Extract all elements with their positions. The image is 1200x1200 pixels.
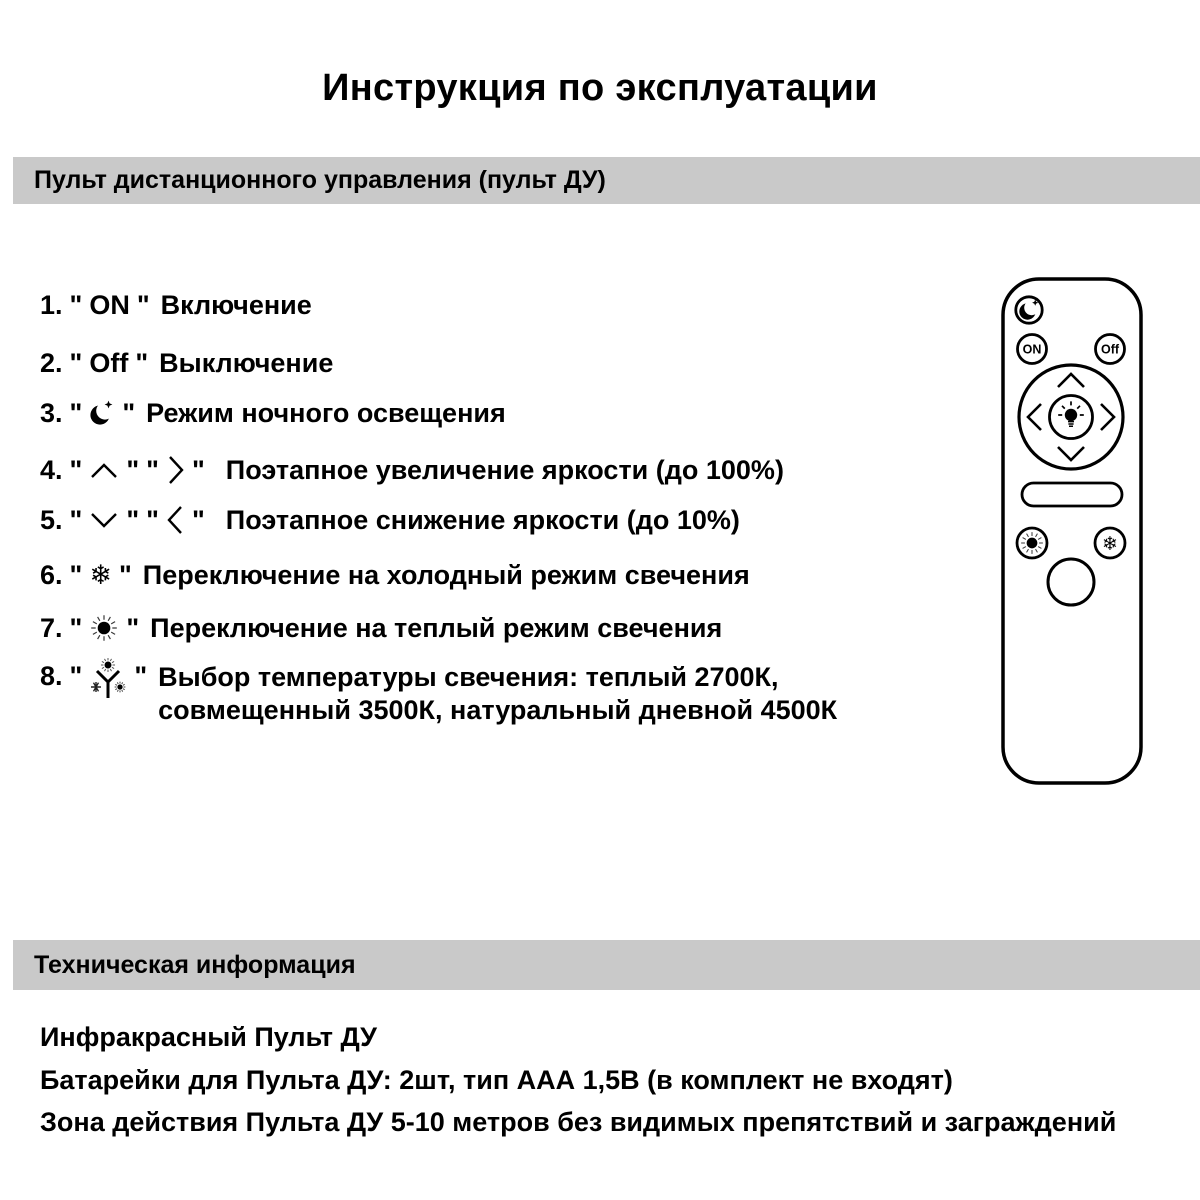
item-label: Включение <box>160 289 312 320</box>
item-label: Поэтапное увеличение яркости (до 100%) <box>225 454 784 485</box>
close-quote: " <box>122 397 136 428</box>
tech-info-line-1: Инфракрасный Пульт ДУ <box>40 1021 377 1052</box>
tech-info-line-3: Зона действия Пульта ДУ 5-10 метров без видимых препятствий и заграждений <box>40 1106 1117 1137</box>
section-header-tech-label: Техническая информация <box>34 950 356 979</box>
instruction-item-6 <box>40 557 750 593</box>
instruction-item-1 <box>40 287 312 323</box>
item-number: 1. <box>40 289 63 320</box>
open-quote: " <box>146 504 159 535</box>
crescent-moon-icon <box>89 398 115 428</box>
item-number: 2. <box>40 347 63 378</box>
chevron-right-icon <box>166 454 185 486</box>
open-quote: " <box>69 347 83 378</box>
remote-off-label: Off <box>1100 342 1120 357</box>
item-label: Поэтапное снижение яркости (до 10%) <box>225 504 740 535</box>
open-quote: " <box>69 397 83 428</box>
remote-night-mode-button <box>1016 297 1042 323</box>
item-label: Переключение на теплый режим свечения <box>150 612 723 643</box>
remote-pill-button <box>1022 483 1122 506</box>
chevron-up-icon <box>89 461 119 480</box>
close-quote: " <box>191 454 205 485</box>
snowflake-icon: ❄ <box>89 559 112 591</box>
close-quote: " <box>126 612 140 643</box>
instruction-item-2 <box>40 345 333 381</box>
remote-on-button <box>1018 335 1047 364</box>
instruction-item-5 <box>40 502 740 538</box>
item-label <box>158 661 837 727</box>
off-button-name: Off <box>89 347 129 378</box>
item-number: 6. <box>40 559 63 590</box>
chevron-left-icon <box>166 504 185 536</box>
item-number: 3. <box>40 397 63 428</box>
close-quote: " <box>134 661 148 691</box>
tech-info-line-2: Батарейки для Пульта ДУ: 2шт, тип ААА 1,5В (в комплект не входят) <box>40 1064 953 1095</box>
remote-cold-mode-button <box>1095 528 1125 558</box>
item-number: 5. <box>40 504 63 535</box>
close-quote: " <box>126 454 140 485</box>
open-quote: " <box>69 289 83 320</box>
open-quote: " <box>69 661 83 691</box>
instruction-item-7 <box>40 610 722 646</box>
remote-warm-mode-button <box>1017 528 1047 558</box>
section-header-remote-label: Пульт дистанционного управления (пульт ДУ) <box>34 166 606 194</box>
item-number: 4. <box>40 454 63 485</box>
remote-control-illustration <box>1001 277 1143 785</box>
page-title: Инструкция по эксплуатации <box>322 67 878 109</box>
close-quote: " <box>135 347 149 378</box>
open-quote: " <box>69 504 83 535</box>
color-temperature-icon <box>89 658 127 702</box>
item-label-line1: Выбор температуры свечения: теплый 2700К, <box>158 662 779 692</box>
remote-on-label: ON <box>1022 342 1042 357</box>
close-quote: " <box>118 559 132 590</box>
section-header-tech <box>13 940 1200 990</box>
chevron-down-icon <box>89 511 119 530</box>
remote-round-button <box>1048 559 1094 605</box>
instruction-item-3 <box>40 395 506 431</box>
open-quote: " <box>146 454 159 485</box>
item-number: 8. <box>40 661 63 691</box>
remote-off-button <box>1096 335 1125 364</box>
on-button-name: ON <box>89 289 130 320</box>
item-number: 7. <box>40 612 63 643</box>
section-header-remote <box>13 157 1200 204</box>
item-label: Выключение <box>159 347 334 378</box>
remote-dpad <box>1019 365 1123 469</box>
instruction-item-4 <box>40 452 784 488</box>
item-label: Переключение на холодный режим свечения <box>142 559 750 590</box>
snowflake-icon: ❄ <box>1102 533 1118 556</box>
open-quote: " <box>69 612 83 643</box>
open-quote: " <box>69 559 83 590</box>
close-quote: " <box>136 289 150 320</box>
open-quote: " <box>69 454 83 485</box>
close-quote: " <box>126 504 140 535</box>
close-quote: " <box>191 504 205 535</box>
item-label: Режим ночного освещения <box>146 397 506 428</box>
sun-icon <box>89 613 119 643</box>
item-label-line2: совмещенный 3500К, натуральный дневной 4500К <box>158 695 838 725</box>
instruction-item-8 <box>40 661 837 727</box>
